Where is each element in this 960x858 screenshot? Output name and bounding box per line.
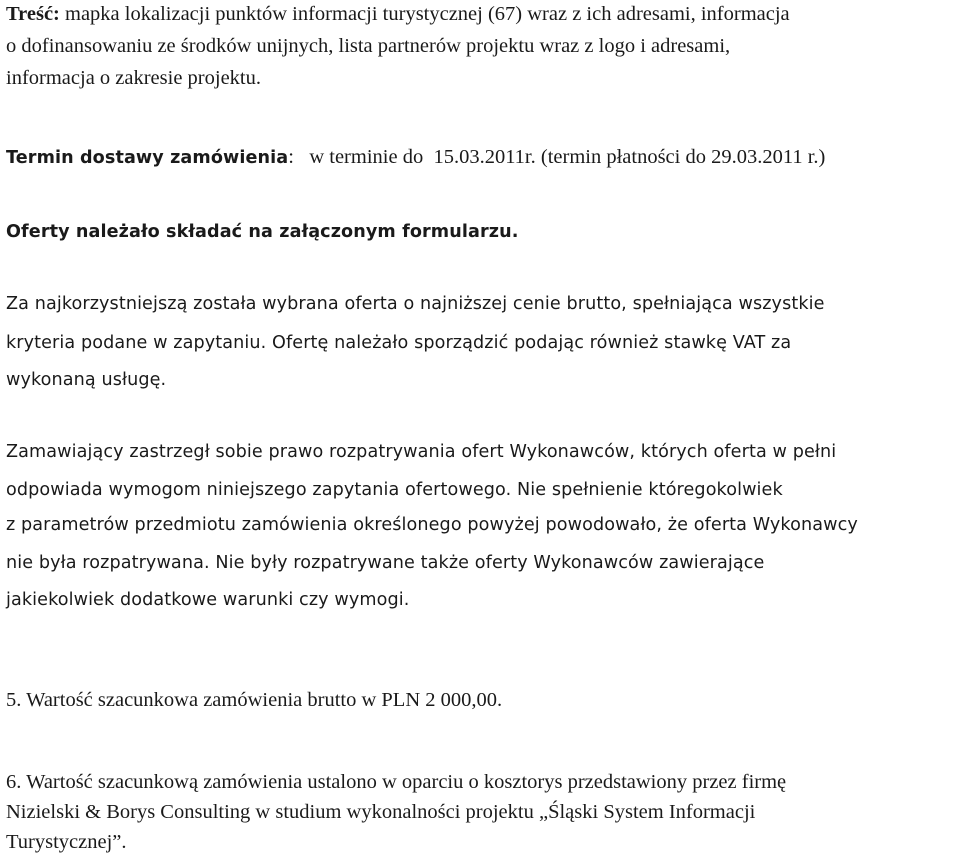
zamawiajacy-line-3: z parametrów przedmiotu zamówienia określonego powyżej powodowało, że oferta Wykonawcy: [6, 515, 858, 535]
oferta-line-1: Za najkorzystniejszą została wybrana oferta o najniższej cenie brutto, spełniająca wszystkie: [6, 294, 825, 314]
oferty-heading: Oferty należało składać na załączonym formularzu.: [6, 222, 519, 242]
zamawiajacy-line-2: odpowiada wymogom niniejszego zapytania ofertowego. Nie spełnienie któregokolwiek: [6, 480, 783, 500]
item-6-line-2: Nizielski & Borys Consulting w studium wykonalności projektu „Śląski System Informacji: [6, 801, 756, 823]
item-5: 5. Wartość szacunkowa zamówienia brutto w PLN 2 000,00.: [6, 689, 503, 711]
oferta-line-2: kryteria podane w zapytaniu. Ofertę należało sporządzić podając również stawkę VAT za: [6, 333, 792, 353]
termin-line: [6, 141, 825, 174]
oferta-line-3: wykonaną usługę.: [6, 370, 167, 390]
item-6-line-3: Turystycznej”.: [6, 831, 127, 853]
tresc-label: Treść:: [6, 3, 60, 25]
tresc-line-2: o dofinansowaniu ze środków unijnych, lista partnerów projektu wraz z logo i adresami,: [6, 35, 731, 57]
zamawiajacy-line-5: jakiekolwiek dodatkowe warunki czy wymogi.: [6, 590, 410, 610]
termin-label: Termin dostawy zamówienia: [6, 148, 289, 168]
item-6-line-1: 6. Wartość szacunkową zamówienia ustalono w oparciu o kosztorys przedstawiony przez firmę: [6, 771, 787, 793]
tresc-line-3: informacja o zakresie projektu.: [6, 67, 261, 89]
zamawiajacy-line-4: nie była rozpatrywana. Nie były rozpatrywane także oferty Wykonawców zawierające: [6, 553, 765, 573]
tresc-text-1: mapka lokalizacji punktów informacji turystycznej (67) wraz z ich adresami, informacja: [59, 3, 790, 25]
tresc-line-1: [6, 0, 790, 30]
termin-colon: :: [288, 146, 294, 168]
zamawiajacy-line-1: Zamawiający zastrzegł sobie prawo rozpatrywania ofert Wykonawców, których oferta w pełni: [6, 442, 837, 462]
termin-text: w terminie do 15.03.2011r. (termin płatności do 29.03.2011 r.): [293, 146, 826, 168]
